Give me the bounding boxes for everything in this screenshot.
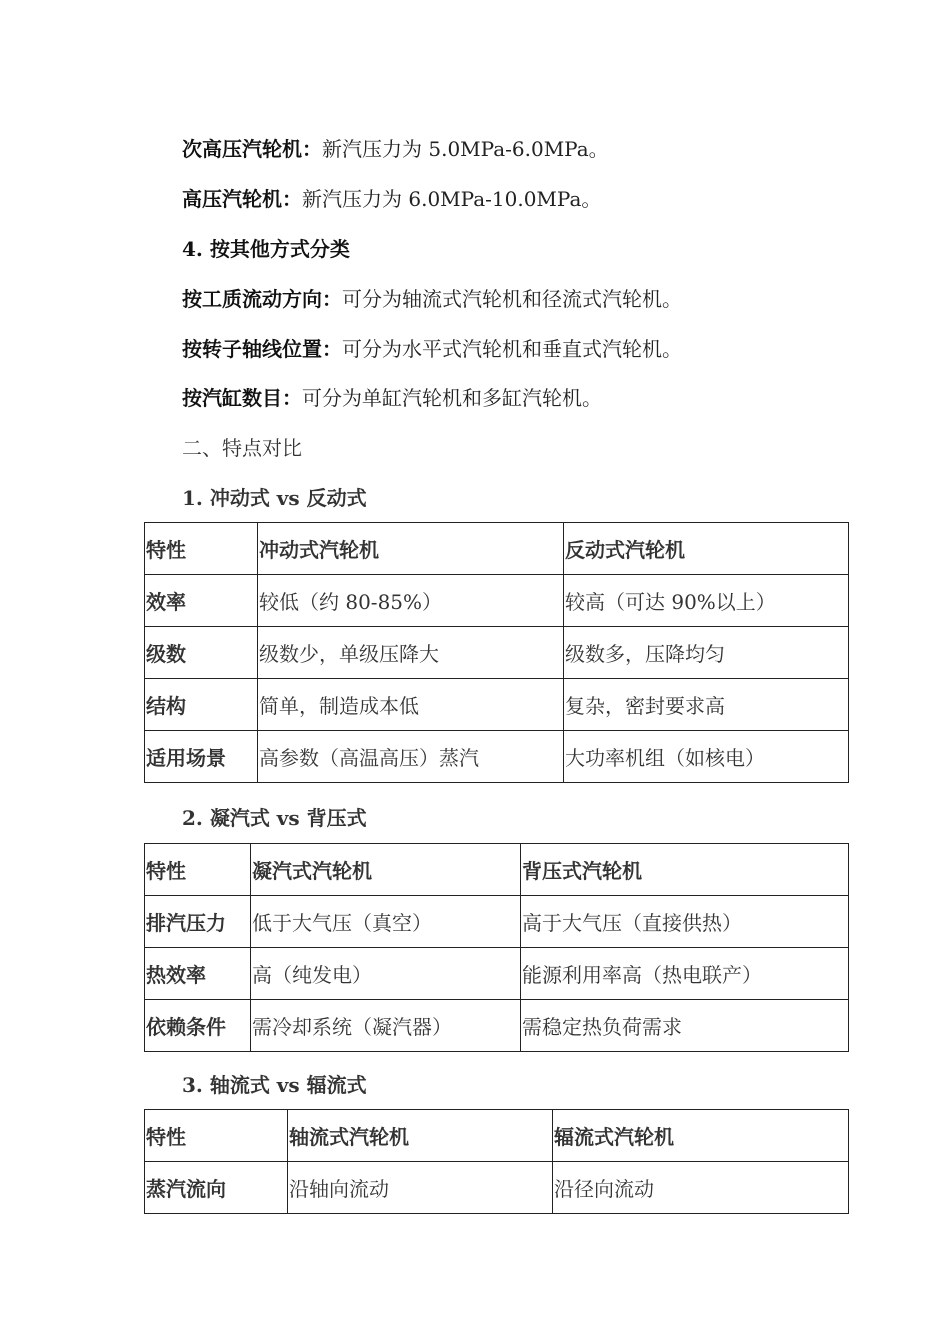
table-cell: 高于大气压（直接供热） xyxy=(521,896,849,948)
para-label: 高压汽轮机： xyxy=(182,187,302,211)
table-cell: 大功率机组（如核电） xyxy=(564,731,849,783)
para-text: 新汽压力为 5.0MPa-6.0MPa。 xyxy=(322,137,609,161)
table-row xyxy=(145,948,849,1000)
table-cell: 简单，制造成本低 xyxy=(258,679,564,731)
table-header-cell: 特性 xyxy=(145,523,258,575)
heading-other-classification xyxy=(182,234,350,264)
table-row-header: 热效率 xyxy=(145,948,251,1000)
table-row-header: 排汽压力 xyxy=(145,896,251,948)
table-row xyxy=(145,1162,849,1214)
comparison-table-impulse-reaction xyxy=(144,522,849,783)
table-cell: 复杂，密封要求高 xyxy=(564,679,849,731)
table-row-header: 结构 xyxy=(145,679,258,731)
table-cell: 沿径向流动 xyxy=(553,1162,849,1214)
table-row xyxy=(145,1000,849,1052)
table-1-title: 1. 冲动式 vs 反动式 xyxy=(182,486,367,510)
para-text: 可分为水平式汽轮机和垂直式汽轮机。 xyxy=(342,337,682,361)
para-flow-direction xyxy=(182,284,682,314)
table-cell: 能源利用率高（热电联产） xyxy=(521,948,849,1000)
table-header-cell: 辐流式汽轮机 xyxy=(553,1110,849,1162)
table-header-cell: 背压式汽轮机 xyxy=(521,844,849,896)
table-row-header: 蒸汽流向 xyxy=(145,1162,288,1214)
comparison-table-condensing-backpressure xyxy=(144,843,849,1052)
heading-label: 4. 按其他方式分类 xyxy=(182,237,350,261)
table-cell: 高参数（高温高压）蒸汽 xyxy=(258,731,564,783)
table-cell: 低于大气压（真空） xyxy=(251,896,521,948)
table-header-row xyxy=(145,1110,849,1162)
table-row xyxy=(145,896,849,948)
table-cell: 级数少，单级压降大 xyxy=(258,627,564,679)
table-header-cell: 特性 xyxy=(145,1110,288,1162)
table-3-title: 3. 轴流式 vs 辐流式 xyxy=(182,1073,367,1097)
table-cell: 沿轴向流动 xyxy=(288,1162,553,1214)
comparison-table-axial-radial xyxy=(144,1109,849,1214)
para-text: 可分为轴流式汽轮机和径流式汽轮机。 xyxy=(342,287,682,311)
para-rotor-axis xyxy=(182,334,682,364)
table-header-cell: 冲动式汽轮机 xyxy=(258,523,564,575)
table-cell: 较高（可达 90%以上） xyxy=(564,575,849,627)
table-header-row xyxy=(145,844,849,896)
table-row xyxy=(145,679,849,731)
para-label: 次高压汽轮机： xyxy=(182,137,322,161)
para-text: 可分为单缸汽轮机和多缸汽轮机。 xyxy=(302,386,602,410)
table-cell: 级数多，压降均匀 xyxy=(564,627,849,679)
table-header-cell: 反动式汽轮机 xyxy=(564,523,849,575)
table-row-header: 适用场景 xyxy=(145,731,258,783)
para-sub-high-pressure xyxy=(182,134,609,164)
table-row xyxy=(145,575,849,627)
table-cell: 高（纯发电） xyxy=(251,948,521,1000)
section-heading: 二、特点对比 xyxy=(182,436,302,460)
table-header-cell: 轴流式汽轮机 xyxy=(288,1110,553,1162)
para-high-pressure xyxy=(182,184,601,214)
table-row-header: 依赖条件 xyxy=(145,1000,251,1052)
table-cell: 较低（约 80-85%） xyxy=(258,575,564,627)
table-header-cell: 特性 xyxy=(145,844,251,896)
table-row xyxy=(145,627,849,679)
table-2-title: 2. 凝汽式 vs 背压式 xyxy=(182,806,367,830)
table-cell: 需稳定热负荷需求 xyxy=(521,1000,849,1052)
para-label: 按汽缸数目： xyxy=(182,386,302,410)
para-text: 新汽压力为 6.0MPa-10.0MPa。 xyxy=(302,187,602,211)
table-cell: 需冷却系统（凝汽器） xyxy=(251,1000,521,1052)
table-header-cell: 凝汽式汽轮机 xyxy=(251,844,521,896)
para-label: 按转子轴线位置： xyxy=(182,337,342,361)
para-cylinder-count xyxy=(182,383,602,413)
table-row-header: 级数 xyxy=(145,627,258,679)
table-header-row xyxy=(145,523,849,575)
para-label: 按工质流动方向： xyxy=(182,287,342,311)
table-row xyxy=(145,731,849,783)
table-row-header: 效率 xyxy=(145,575,258,627)
